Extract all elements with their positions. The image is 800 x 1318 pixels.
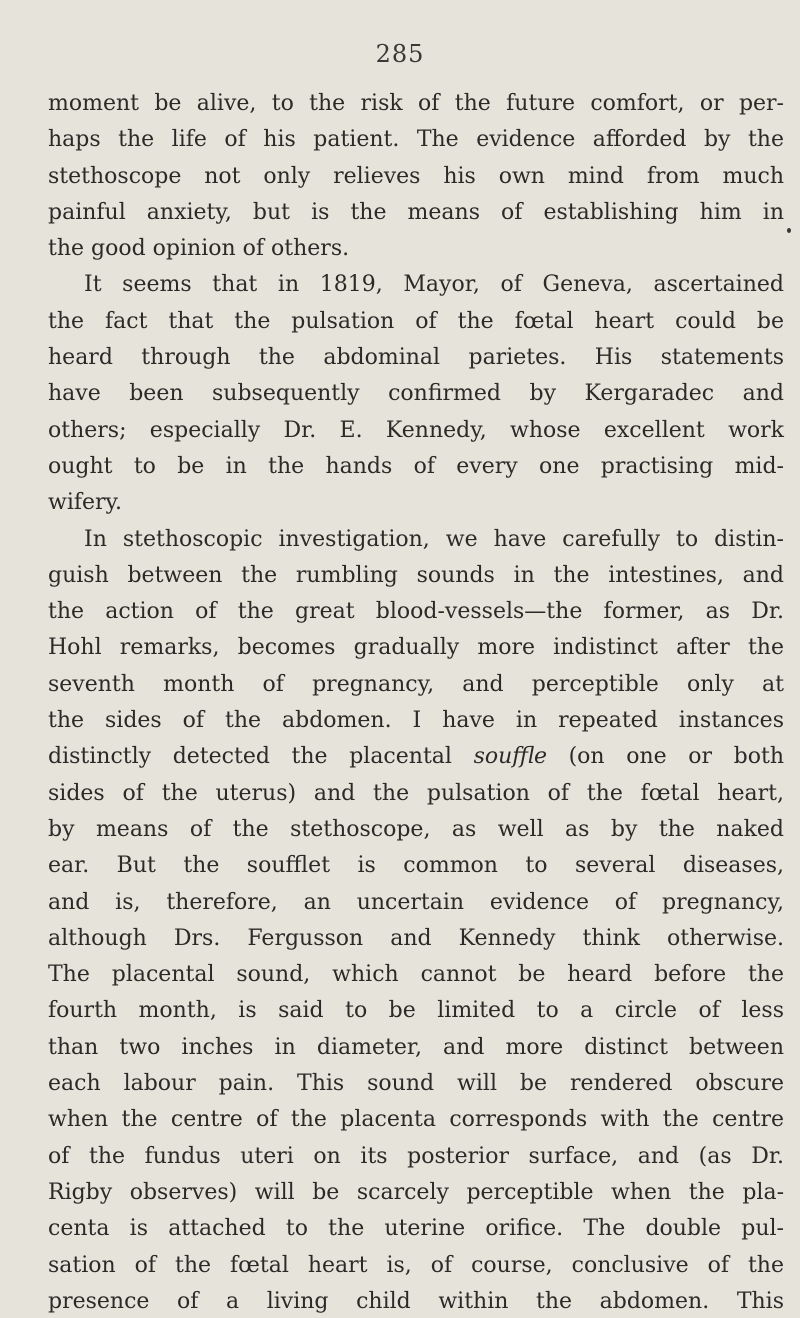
text-line: and is, therefore, an uncertain evidence of pregnancy, xyxy=(48,889,784,915)
text-line: each labour pain. This sound will be rendered obscure xyxy=(48,1071,784,1097)
text-fragment: (on one or both xyxy=(546,744,784,770)
text-line: painful anxiety, but is the means of establishing him in xyxy=(48,199,784,225)
text-line-with-italic xyxy=(48,739,784,775)
text-line: ear. But the soufflet is common to several diseases, xyxy=(48,853,784,879)
text-line: Rigby observes) will be scarcely perceptible when the pla- xyxy=(48,1179,784,1205)
text-line: heard through the abdominal parietes. His statements xyxy=(48,345,784,371)
text-line: seventh month of pregnancy, and perceptible only at xyxy=(48,671,784,697)
text-line: although Drs. Fergusson and Kennedy think otherwise. xyxy=(48,925,784,951)
text-line: have been subsequently confirmed by Kergaradec and xyxy=(48,381,784,407)
text-line: centa is attached to the uterine orifice. The double pul- xyxy=(48,1216,784,1242)
text-line: the sides of the abdomen. I have in repeated instances xyxy=(48,708,784,734)
text-line: The placental sound, which cannot be heard before the xyxy=(48,962,784,988)
text-line: the action of the great blood-vessels—the former, as Dr. xyxy=(48,599,784,625)
text-line: of the fundus uteri on its posterior surface, and (as Dr. xyxy=(48,1143,784,1169)
text-line: than two inches in diameter, and more distinct between xyxy=(48,1034,784,1060)
page-number: 285 xyxy=(375,40,425,68)
text-line: the good opinion of others. xyxy=(48,236,350,262)
text-line: haps the life of his patient. The evidence afforded by the xyxy=(48,127,784,153)
text-line: ought to be in the hands of every one practising mid- xyxy=(48,453,784,479)
ink-speck xyxy=(787,228,791,233)
text-line: guish between the rumbling sounds in the intestines, and xyxy=(48,562,784,588)
text-fragment: distinctly detected the placental xyxy=(48,744,474,770)
text-line: the fact that the pulsation of the fœtal heart could be xyxy=(48,308,784,334)
paragraph-start-line: In stethoscopic investigation, we have carefully to distin- xyxy=(84,526,784,552)
italic-word: souffle xyxy=(473,744,547,770)
text-line: by means of the stethoscope, as well as by the naked xyxy=(48,816,784,842)
text-line: Hohl remarks, becomes gradually more indistinct after the xyxy=(48,635,784,661)
paragraph-start-line: It seems that in 1819, Mayor, of Geneva, ascertained xyxy=(84,272,784,298)
text-line: when the centre of the placenta corresponds with the centre xyxy=(48,1107,784,1133)
text-line: presence of a living child within the abdomen. This xyxy=(48,1288,784,1314)
text-line: others; especially Dr. E. Kennedy, whose excellent work xyxy=(48,417,784,443)
text-line: wifery. xyxy=(48,490,123,516)
text-line: stethoscope not only relieves his own mind from much xyxy=(48,163,784,189)
text-line: sation of the fœtal heart is, of course, conclusive of the xyxy=(48,1252,784,1278)
body-text xyxy=(48,86,784,1318)
text-line: moment be alive, to the risk of the future comfort, or per- xyxy=(48,91,784,116)
text-line: sides of the uterus) and the pulsation of the fœtal heart, xyxy=(48,780,784,806)
text-line: fourth month, is said to be limited to a circle of less xyxy=(48,998,784,1024)
